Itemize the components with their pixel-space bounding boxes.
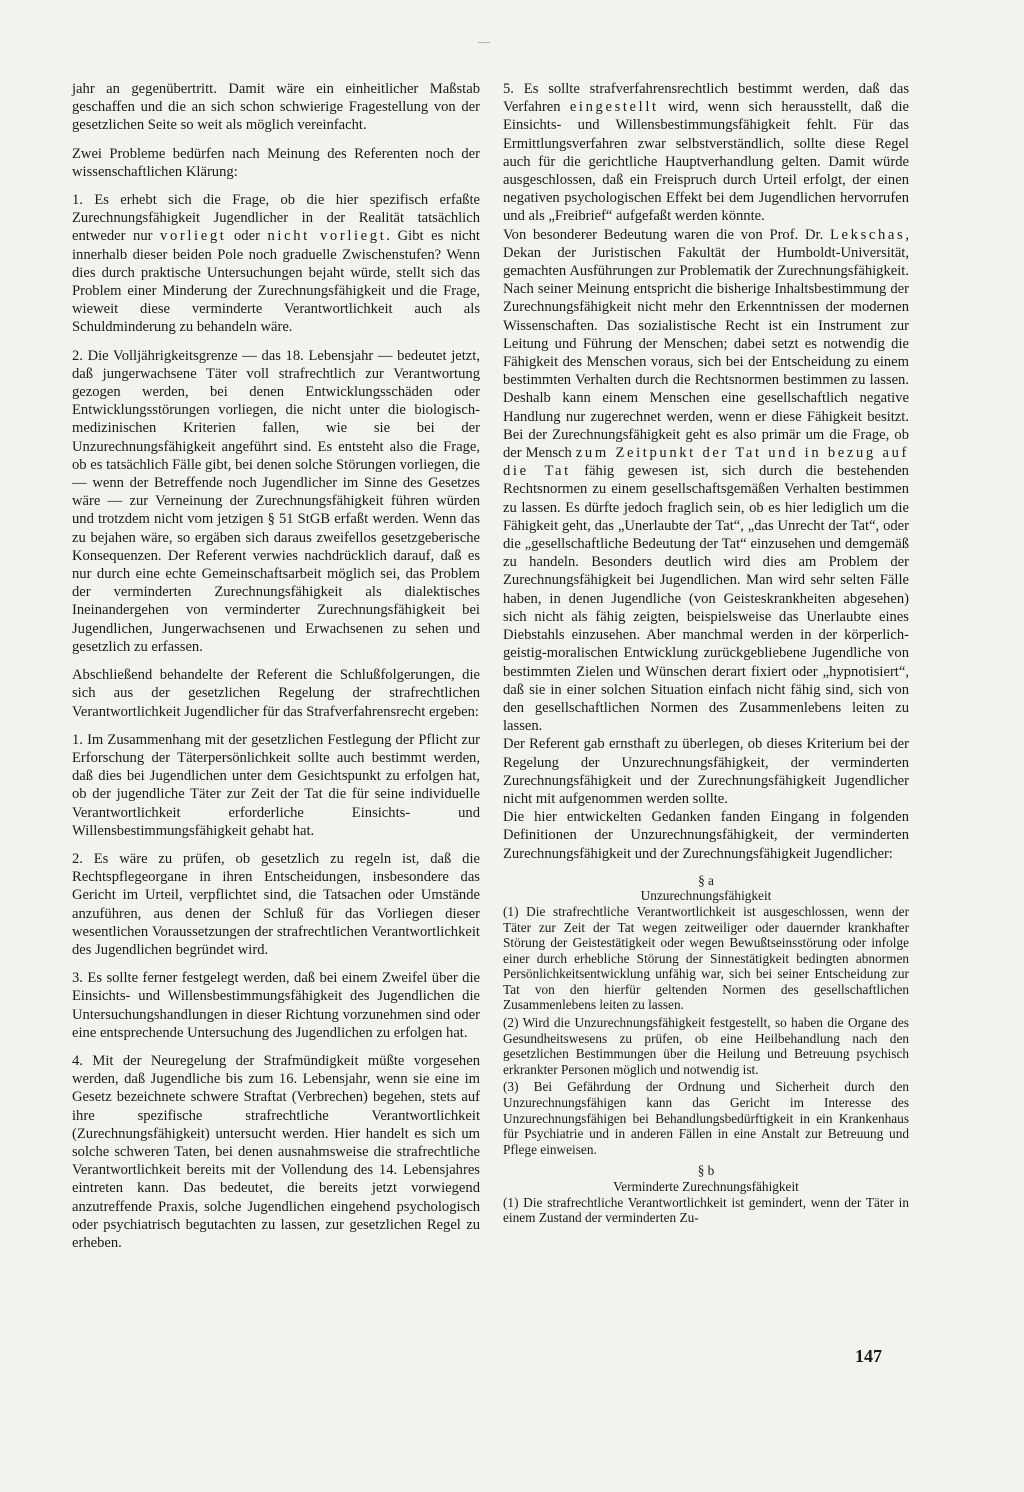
section-symbol: § b bbox=[697, 1163, 715, 1179]
section-title: Unzurechnungsfähigkeit bbox=[640, 888, 772, 904]
paragraph-conclusion-4: 4. Mit der Neuregelung der Strafmündigkeit müßte vorgesehen werden, daß Jugendliche bis zum 16. Lebensjahr, wenn sie eine im Gesetz bezeichnete schwere Straftat (Verbrechen) begehen, stets auf ihre spezifische strafrechtliche Verantwortlichkeit (Zurechnungsfähigkeit) untersucht werden. Hier handelt es sich um solche schweren Taten, bei denen ausnahmsweise die strafrechtliche Verantwortlichkeit bereits mit der Vollendung des 14. Lebensjahres eintreten kann. Das bedeutet, die bereits jetzt vorwiegend anzutreffende Praxis, solche Jugendlichen eingehend psychologisch oder psychiatrisch begutachten zu lassen, zur gesetzlichen Regel zu erheben. bbox=[72, 1052, 480, 1251]
scan-mark: — bbox=[478, 34, 490, 48]
section-paragraph: (1) Die strafrechtliche Verantwortlichkeit ist gemindert, wenn der Täter in einem Zustand der verminderten Zu- bbox=[503, 1194, 909, 1226]
paragraph: jahr an gegenübertritt. Damit wäre ein einheitlicher Maßstab geschaffen und die an sich schon schwierige Fragestellung von der gesetzlichen Seite so weit als möglich vereinfacht. bbox=[72, 81, 480, 134]
section-title: Verminderte Zurechnungsfähigkeit bbox=[613, 1179, 799, 1195]
spaced-emphasis: zum Zeitpunkt der Tat und in bezug auf die Tat bbox=[503, 445, 909, 480]
spaced-emphasis: vorliegt bbox=[160, 228, 227, 245]
paragraph-problem-1: 1. Es erhebt sich die Frage, ob die hier spezifisch erfaßte Zurechnungsfähigkeit Jugendlicher in der Realität tatsächlich entweder nur vorliegt oder nicht vorliegt. Gibt es nicht innerhalb dieser beiden Pole noch graduelle Zwischenstufen? Wenn dies durch praktische Untersuchungen bejaht würde, stellt sich das Problem einer Minderung der Zurechnungsfähigkeit und die Frage, wieweit diese verminderte Verantwortlichkeit auch als Schuldminderung zu behandeln wäre. bbox=[72, 192, 480, 336]
left-column bbox=[72, 80, 480, 1262]
paragraph: Der Referent gab ernsthaft zu überlegen, ob dieses Kriterium bei der Regelung der Unzurechnungsfähigkeit, der verminderten Zurechnungsfähigkeit und der Zurechnungsfähigkeit Jugendlicher nicht mit aufgenommen werden sollte. bbox=[503, 736, 909, 807]
paragraph: Abschließend behandelte der Referent die Schlußfolgerungen, die sich aus der gesetzlichen Regelung der strafrechtlichen Verantwortlichkeit Jugendlicher für das Strafverfahrensrecht ergeben: bbox=[72, 667, 480, 720]
section-symbol: § a bbox=[698, 872, 714, 888]
paragraph: Zwei Probleme bedürfen nach Meinung des Referenten noch der wissenschaftlichen Klärung: bbox=[72, 145, 480, 180]
legal-section-a bbox=[503, 873, 909, 1158]
spaced-emphasis: nicht vorliegt bbox=[267, 228, 387, 245]
paragraph-conclusion-5: 5. Es sollte strafverfahrensrechtlich bestimmt werden, daß das Verfahren eingestellt wird, wenn sich herausstellt, daß die Einsichts- und Willensbestimmungsfähigkeit fehlt. Für das Ermittlungsverfahren zwar selbstverständlich, sollte diese Regel auch für die gerichtliche Hauptverhandlung gelten. Damit würde ausgeschlossen, daß ein Freispruch durch Urteil erfolgt, der einen negativen psychologischen Effekt bei dem Jugendlichen hervorrufen und als „Freibrief“ aufgefaßt werden könnte. bbox=[503, 81, 909, 225]
spaced-emphasis: eingestellt bbox=[569, 99, 659, 116]
section-paragraph: (2) Wird die Unzurechnungsfähigkeit festgestellt, so haben die Organe des Gesundheitswesens zu prüfen, ob eine Heilbehandlung nach den gesetzlichen Bestimmungen über die Heilung und Betreuung psychisch erkrankter Personen möglich und notwendig ist. bbox=[503, 1015, 909, 1077]
page-number: 147 bbox=[855, 1346, 882, 1366]
legal-section-b bbox=[503, 1163, 909, 1225]
section-paragraph: (1) Die strafrechtliche Verantwortlichkeit ist ausgeschlossen, wenn der Täter zur Zeit der Tat wegen zeitweiliger oder dauernder krankhafter Störung der Geistestätigkeit oder wegen Bewußtseinsstörung oder infolge einer durch erhebliche Störung der Sinnestätigkeit bedingten abnormen Persönlichkeitsentwicklung unfähig war, sich bei seiner Entscheidung zur Tat von den hierfür geltenden Normen des gesellschaftlichen Zusammenlebens leiten zu lassen. bbox=[503, 903, 909, 1013]
section-paragraph: (3) Bei Gefährdung der Ordnung und Sicherheit durch den Unzurechnungsfähigen kann das Gericht im Interesse des Unzurechnungsfähigen bei Behandlungsbedürftigkeit in ein Krankenhaus für Psychiatrie und in anderen Fällen in eine Anstalt zur Betreuung und Pflege einweisen. bbox=[503, 1079, 909, 1157]
paragraph-problem-2: 2. Die Volljährigkeitsgrenze — das 18. Lebensjahr — bedeutet jetzt, daß jungerwachsene Täter voll strafrechtlich zur Verantwortung gezogen werden, bei denen Entwicklungsschäden oder Entwicklungsstörungen vorliegen, die nicht unter die biologisch-medizinischen Kriterien fallen, wie sie bei der Unzurechnungsfähigkeit angeführt sind. Es entsteht also die Frage, ob es tatsächlich Fälle gibt, bei denen solche Störungen vorliegen, die — wenn der Betreffende noch Jugendlicher im Sinne des Gesetzes wäre — zur Verneinung der Zurechnungsfähigkeit führen würden und trotzdem nicht vom jetzigen § 51 StGB erfaßt werden. Wenn das zu bejahen wäre, so ergäben sich daraus zweifellos gesetzgeberische Konsequenzen. Der Referent verwies nachdrücklich darauf, daß es nur durch eine echte Gemeinschaftsarbeit möglich sei, das Problem der verminderten Zurechnungsfähigkeit als dialektisches Ineinandergehen von verminderter Zurechnungsfähigkeit bei Jugendlichen, Jungerwachsenen und Erwachsenen zu sehen und gesetzlich zu erfassen. bbox=[72, 347, 480, 655]
spaced-emphasis: Lekschas bbox=[830, 226, 906, 243]
paragraph-conclusion-2: 2. Es wäre zu prüfen, ob gesetzlich zu regeln ist, daß die Rechtspflegeorgane in ihren Entscheidungen, insbesondere das Gericht im Urteil, verpflichtet sind, die Tatsachen oder Umstände anzuführen, aus denen der Schluß für das Vorliegen dieser wesentlichen Voraussetzungen der strafrechtlichen Verantwortlichkeit des Jugendlichen begründet wird. bbox=[72, 850, 480, 958]
right-column bbox=[503, 80, 909, 1228]
paragraph-conclusion-3: 3. Es sollte ferner festgelegt werden, daß bei einem Zweifel über die Einsichts- und Willensbestimmungsfähigkeit des Jugendlichen die Untersuchungshandlungen in dieser Richtung vorzunehmen sind oder eine entsprechende Untersuchung des Jugendlichen zu erfolgen hat. bbox=[72, 970, 480, 1041]
paragraph: Die hier entwickelten Gedanken fanden Eingang in folgenden Definitionen der Unzurechnungsfähigkeit, der verminderten Zurechnungsfähigkeit und der Zurechnungsfähigkeit Jugendlicher: bbox=[503, 809, 909, 862]
paragraph-conclusion-1: 1. Im Zusammenhang mit der gesetzlichen Festlegung der Pflicht zur Erforschung der Täterpersönlichkeit sollte auch bestimmt werden, daß dies bei Jugendlichen unter dem Gesichtspunkt zu erfolgen hat, ob der jugendliche Täter zur Zeit der Tat die für seine individuelle Verantwortlichkeit erforderliche Einsichts- und Willensbestimmungsfähigkeit gehabt hat. bbox=[72, 731, 480, 839]
paragraph-lekschas: Von besonderer Bedeutung waren die von Prof. Dr. Lekschas, Dekan der Juristischen Fakultät der Humboldt-Universität, gemachten Ausführungen zur Problematik der Zurechnungsfähigkeit. Nach seiner Meinung entspricht die bisherige Inhaltsbestimmung der Zurechnungsfähigkeit nicht mehr den Erkenntnissen der modernen Wissenschaften. Das sozialistische Recht ist ein Instrument zur Leitung und Führung der Menschen; dabei setzt es notwendig die Fähigkeit des Menschen voraus, sich bei der Entscheidung zu einem bestimmten Verhalten durch die Rechtsnormen bestimmen zu lassen. Deshalb kann einem Menschen eine gesellschaftlich negative Handlung nur zugerechnet werden, wenn er diese Fähigkeit besitzt. Bei der Zurechnungsfähigkeit geht es also primär um die Frage, ob der Mensch zum Zeitpunkt der Tat und in bezug auf die Tat fähig gewesen ist, sich durch die bestehenden Rechtsnormen zu einem gesellschaftsgemäßen Verhalten bestimmen zu lassen. Es dürfte jedoch fraglich sein, ob es hier lediglich um die Fähigkeit geht, das „Unerlaubte der Tat“, „das Unrecht der Tat“, oder die „gesellschaftliche Bedeutung der Tat“ einzusehen und demgemäß zu handeln. Besonders deutlich wird dies am Problem der Zurechnungsfähigkeit bei Jugendlichen. Man wird sehr selten Fälle haben, in denen Jugendliche (von Geisteskrankheiten abgesehen) sich nicht als fähig zeigten, beispielsweise das Unerlaubte eines Diebstahls einzusehen. Aber manchmal werden in der körperlich-geistig-moralischen Entwicklung zurückgebliebene Jugendliche von bestimmten Zielen und Wünschen derart fixiert oder „hypnotisiert“, daß sie in einer solchen Situation einfach nicht fähig sind, sich von den gesellschaftlichen Normen des Zusammenlebens leiten zu lassen. bbox=[503, 226, 909, 735]
